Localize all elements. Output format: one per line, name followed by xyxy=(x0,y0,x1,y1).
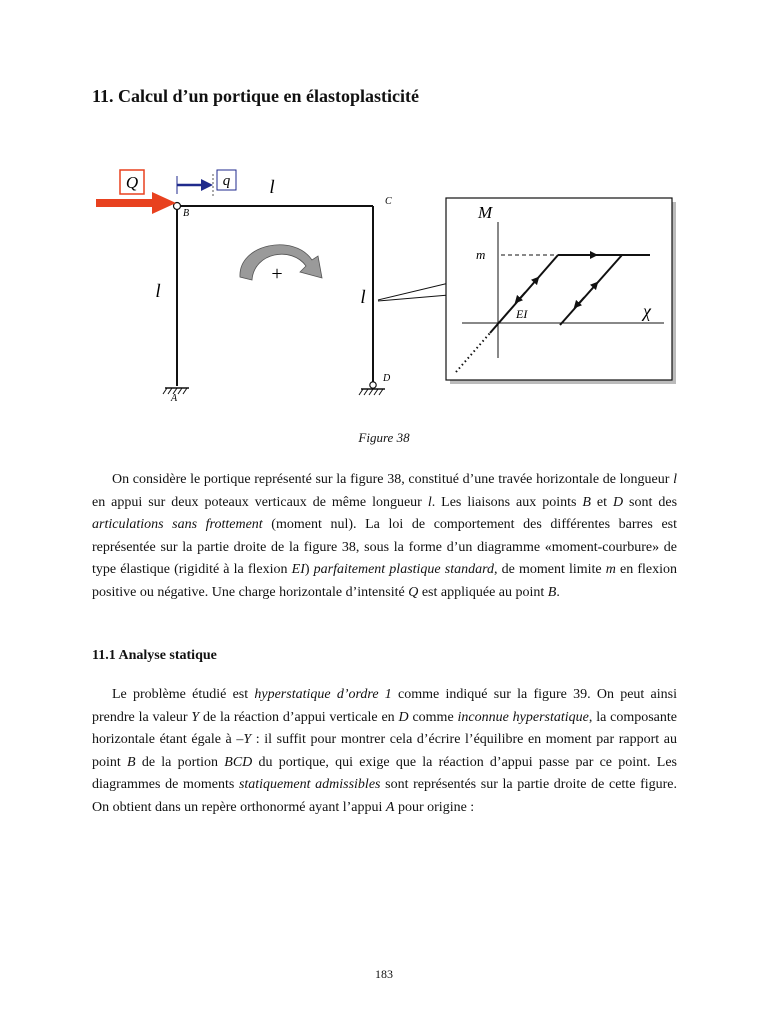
italic-term: Q xyxy=(408,584,419,600)
figure-38 xyxy=(0,160,768,410)
italic-term: m xyxy=(605,562,616,578)
leader-line-top xyxy=(378,283,449,300)
displacement-q-arrow xyxy=(177,174,213,198)
italic-term: EI xyxy=(291,562,305,578)
italic-term: articulations sans frottement xyxy=(92,517,263,533)
label-q-load: Q xyxy=(125,173,139,192)
label-ei: EI xyxy=(516,307,528,321)
label-a: A xyxy=(171,393,178,404)
section-heading: 11. Calcul d’un portique en élastoplasticité xyxy=(92,86,420,106)
label-l-left: l xyxy=(155,281,161,302)
italic-term: B xyxy=(127,754,136,770)
italic-term: parfaitement plastique standard xyxy=(313,562,495,578)
italic-term: –Y xyxy=(236,732,252,748)
label-l-right: l xyxy=(360,287,366,308)
label-q-displacement: q xyxy=(222,173,231,189)
label-b: B xyxy=(183,208,190,219)
italic-term: inconnue hyperstatique xyxy=(457,709,589,725)
label-m-axis: M xyxy=(478,203,493,222)
leader-line-bottom xyxy=(378,295,449,301)
italic-term: Y xyxy=(191,709,200,725)
figure-caption: Figure 38 xyxy=(358,430,410,445)
label-chi: χ xyxy=(643,301,651,321)
italic-term: B xyxy=(582,494,591,510)
paragraph-intro: On considère le portique représenté sur la figure 38, constitué d’une travée horizontale de longueur l en appui sur deux poteaux verticaux de même longueur l. Les liaisons aux points B et D sont des articulations sans frottement (moment nul). La loi de comportement des différentes barres est représentée sur la partie droite de la figure 38, sous la forme d’un diagramme «moment-courbure» de type élastique (rigidité à la flexion EI) parfaitement plastique standard, de moment limite m en flexion positive ou négative. Une charge horizontale d’intensité Q est appliquée au point B. xyxy=(92,472,678,600)
paragraph-static-analysis: Le problème étudié est hyperstatique d’ordre 1 comme indiqué sur la figure 39. On peut ainsi prendre la valeur Y de la réaction d’appui verticale en D comme inconnue hyperstatique, la composante horizontale étant égale à –Y : il suffit pour montrer cela d’écrire l’équilibre en moment par rapport au point B de la portion BCD du portique, qui exige que la réaction d’appui passe par ce point. Les diagrammes de moments statiquement admissibles sont représentés sur la partie droite de cette figure. On obtient dans un repère orthonormé ayant l’appui A pour origine : xyxy=(92,687,677,815)
support-d-icon xyxy=(359,382,385,395)
italic-term: l xyxy=(673,472,677,487)
label-m-limit: m xyxy=(476,247,486,262)
label-plus: + xyxy=(271,263,283,285)
label-d: D xyxy=(383,373,391,384)
moment-curvature-diagram xyxy=(446,198,672,380)
label-c: C xyxy=(385,196,392,207)
italic-term: A xyxy=(385,799,395,815)
italic-term: statiquement admissibles xyxy=(238,777,381,793)
italic-term: D xyxy=(612,494,624,510)
subsection-heading: 11.1 Analyse statique xyxy=(92,648,217,663)
italic-term: BCD xyxy=(224,754,253,770)
italic-term: B xyxy=(547,584,557,600)
italic-term: l xyxy=(427,494,432,510)
italic-term: D xyxy=(398,709,409,725)
load-q-arrow xyxy=(96,192,176,214)
label-l-top: l xyxy=(269,177,275,198)
italic-term: hyperstatique d’ordre 1 xyxy=(254,687,392,702)
page-number: 183 xyxy=(375,967,393,981)
